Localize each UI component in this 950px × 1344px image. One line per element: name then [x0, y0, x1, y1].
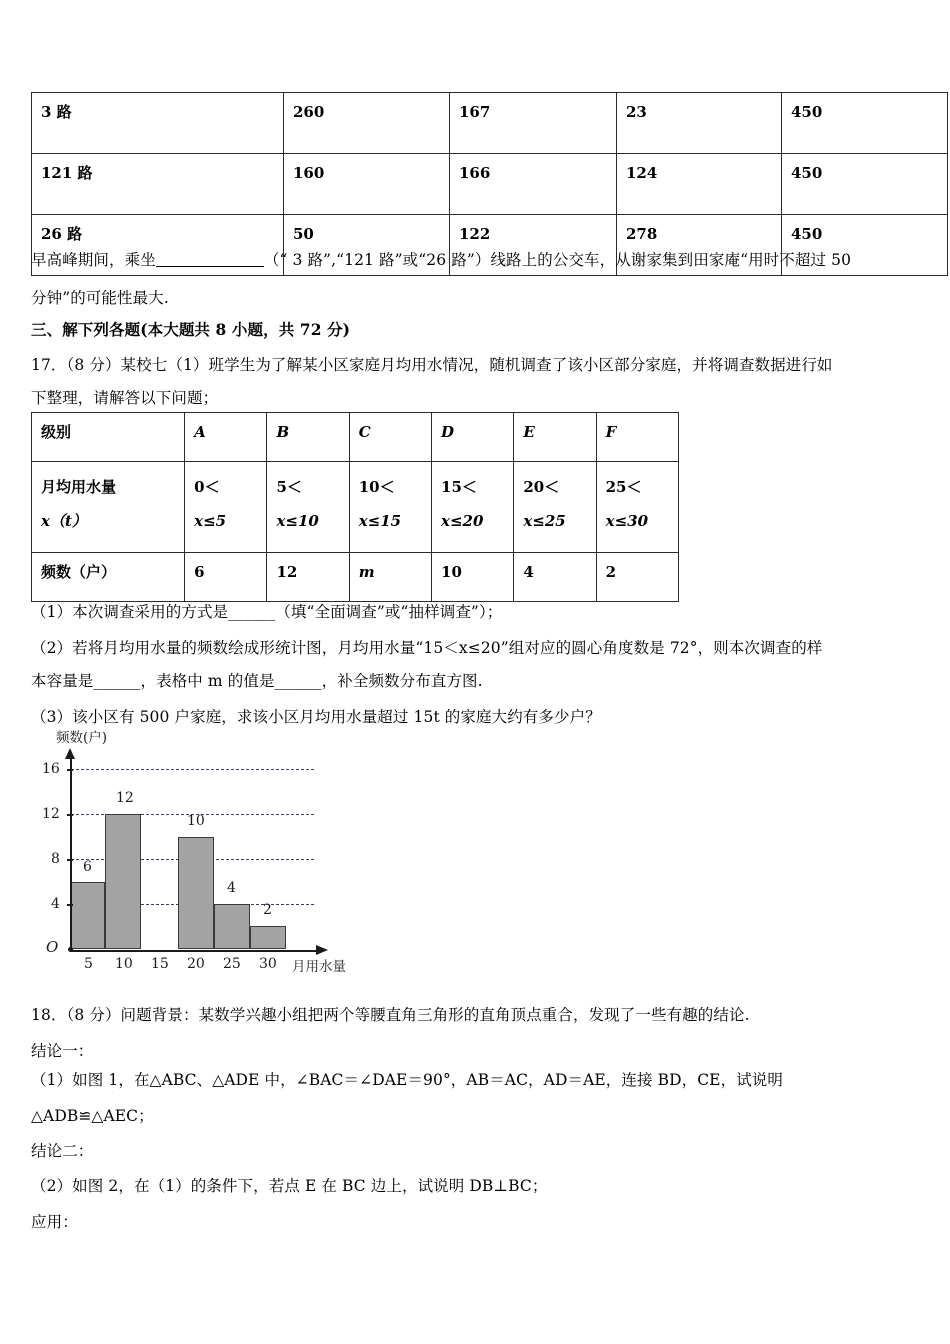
range-bottom: x≤15 — [358, 512, 402, 530]
bus-cell-value: 278 — [617, 215, 782, 276]
range-top: 0＜ — [194, 478, 220, 496]
freq-cell: 10 — [432, 553, 514, 602]
level-cell: C — [349, 413, 431, 462]
x-tick-label-5: 5 — [84, 956, 93, 972]
bar-label-25-30: 2 — [263, 902, 272, 918]
bus-cell-value: 450 — [782, 154, 948, 215]
level-cell: E — [514, 413, 596, 462]
range-top: 10＜ — [358, 478, 395, 496]
range-cell — [514, 462, 596, 553]
bar-label-15-20: 10 — [187, 813, 205, 829]
y-tick-label-16: 16 — [42, 761, 60, 777]
range-bottom: x≤5 — [194, 512, 227, 530]
origin-dot — [68, 947, 73, 952]
level-cell: A — [185, 413, 267, 462]
bus-cell-value: 167 — [450, 93, 617, 154]
x-axis-line — [70, 950, 318, 952]
bar-0-5 — [71, 882, 105, 949]
y-tick-label-8: 8 — [51, 851, 60, 867]
q18-conclusion-2-label: 结论二： — [31, 1142, 94, 1160]
range-top: 25＜ — [605, 478, 642, 496]
bus-cell-value: 166 — [450, 154, 617, 215]
x-tick-label-15: 15 — [151, 956, 169, 972]
range-cell — [349, 462, 431, 553]
x-tick-label-10: 10 — [115, 956, 133, 972]
freq-cell-unknown: m — [349, 553, 431, 602]
range-bottom: x≤10 — [276, 512, 319, 530]
q17-sub2-line-1: （2）若将月均用水量的频数绘成形统计图，月均用水量“15＜x≤20”组对应的圆心角度数是 72°，则本次调查的样 — [31, 639, 823, 657]
bus-question-text-b: （“ 3 路”,“121 路”或“26 路”）线路上的公交车，从谢家集到田家庵“用时不超过 50 — [263, 251, 852, 269]
x-axis-arrow-icon — [316, 945, 328, 955]
bus-question-line-2: 分钟”的可能性最大. — [31, 289, 169, 307]
row-header-level: 级别 — [32, 413, 185, 462]
range-cell — [596, 462, 678, 553]
range-top: 15＜ — [441, 478, 477, 496]
bar-label-20-25: 4 — [227, 880, 236, 896]
bar-label-0-5: 6 — [83, 859, 92, 875]
q18-sub1-line-2: △ADB≌△AEC； — [31, 1107, 154, 1125]
bar-20-25 — [214, 904, 250, 949]
bus-cell-value: 50 — [284, 215, 450, 276]
bar-15-20 — [178, 837, 214, 949]
q17-sub2-line-2: 本容量是______，表格中 m 的值是______，补全频数分布直方图. — [31, 672, 483, 690]
row-header-frequency: 频数（户） — [32, 553, 185, 602]
level-cell: D — [432, 413, 514, 462]
freq-cell: 6 — [185, 553, 267, 602]
range-cell — [267, 462, 349, 553]
x-tick-label-25: 25 — [223, 956, 241, 972]
range-bottom: x≤30 — [605, 512, 649, 530]
bus-cell-value: 260 — [284, 93, 450, 154]
bus-cell-value: 450 — [782, 215, 948, 276]
bus-cell-value: 160 — [284, 154, 450, 215]
origin-label: O — [46, 938, 59, 956]
section-heading: 三、解下列各题(本大题共 8 小题，共 72 分) — [31, 320, 351, 339]
q18-sub2: （2）如图 2，在（1）的条件下，若点 E 在 BC 边上，试说明 DB⊥BC； — [31, 1177, 548, 1195]
range-top: 5＜ — [276, 478, 302, 496]
bar-25-30 — [250, 926, 286, 949]
range-cell — [185, 462, 267, 553]
q17-sub1: （1）本次调查采用的方式是______（填“全面调查”或“抽样调查”）； — [31, 603, 503, 621]
x-tick-label-20: 20 — [187, 956, 205, 972]
q17-line-1: 17．（8 分）某校七（1）班学生为了解某小区家庭月均用水情况，随机调查了该小区部分家庭，并将调查数据进行如 — [31, 356, 833, 374]
bar-5-10 — [105, 814, 141, 949]
bus-question-text-a: 早高峰期间，乘坐 — [31, 251, 156, 269]
y-tick-12 — [67, 814, 73, 816]
bus-cell-value: 122 — [450, 215, 617, 276]
bus-route-name: 26 路 — [32, 215, 284, 276]
range-cell — [432, 462, 514, 553]
x-tick-label-30: 30 — [259, 956, 277, 972]
row-header-usage-line1: 月均用水量 — [41, 478, 117, 496]
bar-label-5-10: 12 — [116, 790, 134, 806]
chart-y-axis-label: 频数(户) — [56, 730, 108, 746]
range-bottom: x≤25 — [523, 512, 566, 530]
q18-line-1: 18．（8 分）问题背景：某数学兴趣小组把两个等腰直角三角形的直角顶点重合，发现了一些有趣的结论. — [31, 1006, 750, 1024]
bus-question-line-1 — [31, 240, 851, 280]
level-cell: F — [596, 413, 678, 462]
q18-application-label: 应用： — [31, 1213, 78, 1231]
row-header-usage — [32, 462, 185, 553]
freq-cell: 12 — [267, 553, 349, 602]
y-tick-4 — [67, 904, 73, 906]
row-header-usage-line2: x（t） — [41, 512, 87, 530]
y-axis-arrow-icon — [65, 748, 75, 759]
y-tick-label-12: 12 — [42, 806, 60, 822]
range-top: 20＜ — [523, 478, 560, 496]
bus-route-name: 121 路 — [32, 154, 284, 215]
frequency-histogram — [30, 726, 430, 978]
y-tick-label-4: 4 — [51, 896, 60, 912]
answer-blank — [156, 266, 264, 267]
gridline-16 — [71, 769, 314, 770]
chart-x-axis-label: 月用水量 — [292, 959, 346, 975]
bus-cell-value: 23 — [617, 93, 782, 154]
table-row — [32, 154, 948, 215]
q17-line-2: 下整理，请解答以下问题； — [31, 389, 219, 407]
y-axis-line — [70, 759, 72, 951]
y-tick-8 — [67, 859, 73, 861]
q17-sub3: （3）该小区有 500 户家庭，求该小区月均用水量超过 15t 的家庭大约有多少户？ — [31, 708, 601, 726]
q18-sub1-line-1: （1）如图 1，在△ABC、△ADE 中，∠BAC＝∠DAE＝90°，AB＝AC，AD＝AE，连接 BD，CE，试说明 — [31, 1071, 783, 1089]
table-row-levels — [32, 413, 679, 462]
freq-cell: 2 — [596, 553, 678, 602]
range-bottom: x≤20 — [441, 512, 484, 530]
bus-cell-value: 450 — [782, 93, 948, 154]
table-row-ranges — [32, 462, 679, 553]
table-row — [32, 93, 948, 154]
bus-route-name: 3 路 — [32, 93, 284, 154]
bus-cell-value: 124 — [617, 154, 782, 215]
q18-conclusion-1-label: 结论一： — [31, 1042, 94, 1060]
level-cell: B — [267, 413, 349, 462]
water-usage-table — [31, 412, 679, 602]
freq-cell: 4 — [514, 553, 596, 602]
y-tick-16 — [67, 769, 73, 771]
